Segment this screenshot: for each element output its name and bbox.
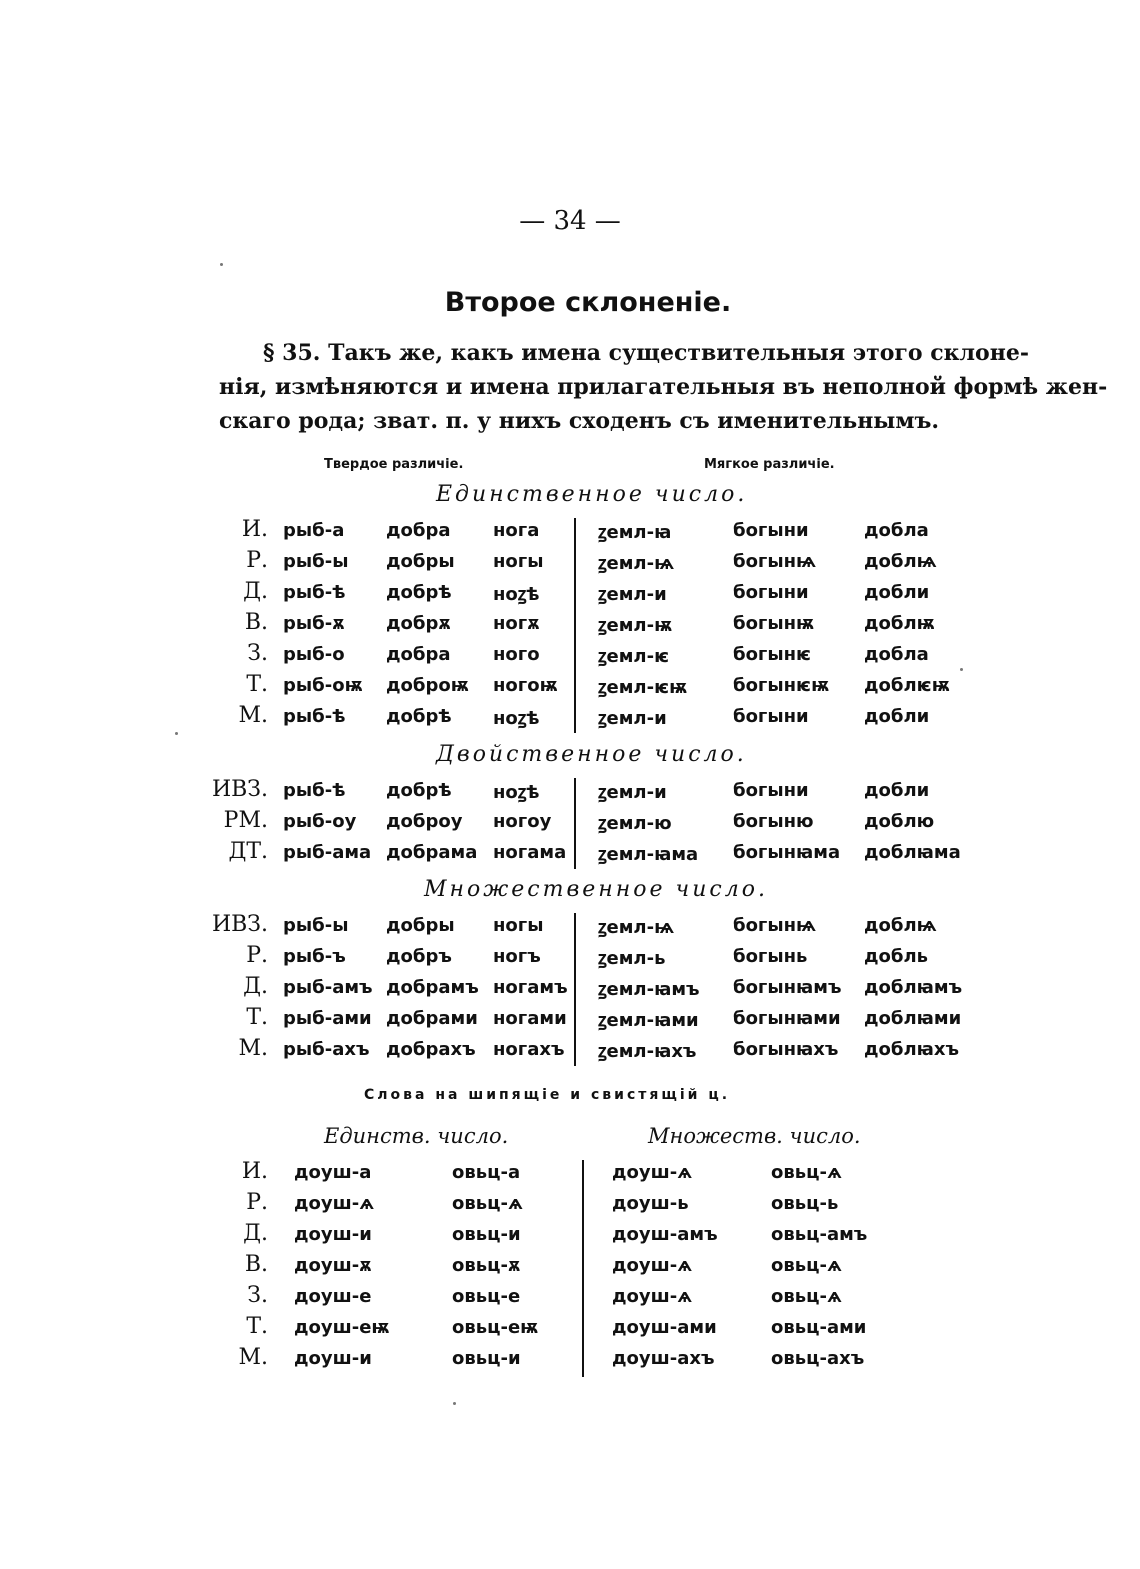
- form-cell: овьц-и: [452, 1348, 521, 1369]
- form-cell: доуш-ѧ: [612, 1286, 693, 1307]
- form-cell: овьц-еѭ: [452, 1317, 539, 1338]
- case-label: Т.: [246, 672, 268, 697]
- form-cell: доблѩ: [864, 551, 937, 572]
- form-cell: ꙁемл-ѥ: [598, 646, 670, 667]
- sibilant-heading: Слова на шипящіе и свистящій ц.: [364, 1087, 731, 1103]
- column-divider: [574, 518, 576, 733]
- case-label: Р.: [246, 943, 268, 968]
- column-divider: [574, 778, 576, 869]
- form-cell: богынꙗмъ: [733, 977, 842, 998]
- form-cell: добла: [864, 520, 929, 541]
- form-cell: ногамъ: [493, 977, 568, 998]
- form-cell: ꙁемл-и: [598, 584, 667, 605]
- subhead-soft: Мягкое различіе.: [704, 457, 835, 472]
- column-divider: [574, 913, 576, 1066]
- case-label: ИВЗ.: [211, 777, 268, 802]
- form-cell: доброу: [386, 811, 463, 832]
- form-cell: ного: [493, 644, 540, 665]
- form-cell: добръ: [386, 946, 452, 967]
- form-cell: богынꙗми: [733, 1008, 841, 1029]
- case-label: Д.: [243, 1221, 268, 1246]
- case-label: М.: [238, 1036, 268, 1061]
- form-cell: доблꙗми: [864, 1008, 962, 1029]
- form-cell: рыб-ы: [283, 551, 349, 572]
- form-cell: ꙁемл-ѭ: [598, 615, 673, 636]
- form-cell: добры: [386, 551, 455, 572]
- form-cell: добрѣ: [386, 780, 452, 801]
- form-cell: рыб-оу: [283, 811, 357, 832]
- form-cell: доброѭ: [386, 675, 469, 696]
- column-divider: [582, 1160, 584, 1377]
- form-cell: доуш-ами: [612, 1317, 717, 1338]
- form-cell: добли: [864, 706, 930, 727]
- form-cell: доблꙗхъ: [864, 1039, 960, 1060]
- form-cell: ꙁемл-ꙗмъ: [598, 979, 700, 1000]
- form-cell: рыб-амъ: [283, 977, 373, 998]
- form-cell: ꙁемл-ꙗ: [598, 522, 672, 543]
- form-cell: нога: [493, 520, 540, 541]
- speck: [220, 263, 223, 266]
- form-cell: доуш-и: [294, 1348, 372, 1369]
- page-number: — 34 —: [519, 206, 621, 236]
- case-label: Р.: [246, 1190, 268, 1215]
- case-label: В.: [244, 1252, 268, 1277]
- form-cell: доуш-еѭ: [294, 1317, 390, 1338]
- speck: [175, 732, 178, 735]
- case-label: И.: [241, 517, 268, 542]
- form-cell: доуш-ѫ: [294, 1255, 372, 1276]
- form-cell: добрѣ: [386, 582, 452, 603]
- form-cell: доуш-ѧ: [612, 1255, 693, 1276]
- form-cell: добрами: [386, 1008, 478, 1029]
- case-label: М.: [238, 1345, 268, 1370]
- form-cell: рыб-ами: [283, 1008, 372, 1029]
- section-title: Второе склоненіе.: [444, 287, 732, 318]
- form-cell: ногъ: [493, 946, 541, 967]
- form-cell: добли: [864, 582, 930, 603]
- form-cell: доуш-ь: [612, 1193, 689, 1214]
- form-cell: ногы: [493, 551, 544, 572]
- case-label: З.: [247, 1283, 268, 1308]
- form-cell: доуш-ѧ: [294, 1193, 375, 1214]
- paragraph-line: скаго рода; зват. п. у нихъ сходенъ съ именительнымъ.: [219, 408, 940, 434]
- paragraph-line: нія, измѣняются и имена прилагательныя въ неполной формѣ жен-: [219, 374, 1108, 400]
- case-label: В.: [244, 610, 268, 635]
- form-cell: ꙁемл-ꙗма: [598, 844, 699, 865]
- case-label: ИВЗ.: [211, 912, 268, 937]
- form-cell: доблꙗма: [864, 842, 961, 863]
- form-cell: доуш-и: [294, 1224, 372, 1245]
- case-label: Д.: [243, 579, 268, 604]
- speck: [453, 1402, 456, 1405]
- case-label: М.: [238, 703, 268, 728]
- form-cell: ꙁемл-ю: [598, 813, 672, 834]
- form-cell: ноꙁѣ: [493, 584, 540, 605]
- form-cell: богыни: [733, 582, 809, 603]
- form-cell: овьц-и: [452, 1224, 521, 1245]
- form-cell: добла: [864, 644, 929, 665]
- case-label: РМ.: [223, 808, 268, 833]
- form-cell: добрѣ: [386, 706, 452, 727]
- number-heading: Множественное число.: [424, 877, 768, 902]
- form-cell: доуш-е: [294, 1286, 372, 1307]
- form-cell: богынꙗма: [733, 842, 841, 863]
- form-cell: овьц-ахъ: [771, 1348, 865, 1369]
- form-cell: овьц-ами: [771, 1317, 867, 1338]
- form-cell: овьц-а: [452, 1162, 521, 1183]
- number-heading: Двойственное число.: [436, 742, 747, 767]
- form-cell: доблю: [864, 811, 935, 832]
- form-cell: ногы: [493, 915, 544, 936]
- form-cell: ꙁемл-ѩ: [598, 917, 675, 938]
- case-label: Т.: [246, 1005, 268, 1030]
- form-cell: добрахъ: [386, 1039, 476, 1060]
- form-cell: доблѭ: [864, 613, 935, 634]
- case-label: Р.: [246, 548, 268, 573]
- form-cell: рыб-о: [283, 644, 345, 665]
- form-cell: добрѫ: [386, 613, 451, 634]
- form-cell: добли: [864, 780, 930, 801]
- form-cell: рыб-ахъ: [283, 1039, 370, 1060]
- form-cell: доуш-амъ: [612, 1224, 718, 1245]
- form-cell: ꙁемл-и: [598, 708, 667, 729]
- form-cell: богыни: [733, 520, 809, 541]
- case-label: Т.: [246, 1314, 268, 1339]
- form-cell: богыни: [733, 706, 809, 727]
- case-label: ДТ.: [228, 839, 268, 864]
- form-cell: доблѥѭ: [864, 675, 950, 696]
- form-cell: добра: [386, 520, 451, 541]
- form-cell: добры: [386, 915, 455, 936]
- form-cell: ногѫ: [493, 613, 540, 634]
- form-cell: ꙁемл-и: [598, 782, 667, 803]
- form-cell: ꙁемл-ь: [598, 948, 666, 969]
- form-cell: богыню: [733, 811, 814, 832]
- subhead-hard: Твердое различіе.: [324, 457, 464, 472]
- form-cell: рыб-ы: [283, 915, 349, 936]
- form-cell: рыб-ѫ: [283, 613, 345, 634]
- form-cell: ꙁемл-ꙗми: [598, 1010, 699, 1031]
- form-cell: овьц-ѧ: [771, 1286, 842, 1307]
- form-cell: богынѭ: [733, 613, 815, 634]
- form-cell: рыб-оѭ: [283, 675, 363, 696]
- form-cell: овьц-ѧ: [771, 1255, 842, 1276]
- form-cell: богынѥ: [733, 644, 812, 665]
- form-cell: овьц-амъ: [771, 1224, 868, 1245]
- form-cell: богыни: [733, 780, 809, 801]
- form-cell: ногама: [493, 842, 567, 863]
- form-cell: ногахъ: [493, 1039, 565, 1060]
- form-cell: ногоу: [493, 811, 552, 832]
- form-cell: рыб-а: [283, 520, 345, 541]
- case-label: З.: [247, 641, 268, 666]
- form-cell: богынѩ: [733, 915, 817, 936]
- form-cell: доблꙗмъ: [864, 977, 963, 998]
- form-cell: богынь: [733, 946, 808, 967]
- form-cell: ноꙁѣ: [493, 708, 540, 729]
- form-cell: ꙁемл-ѥѭ: [598, 677, 688, 698]
- form-cell: добра: [386, 644, 451, 665]
- form-cell: богынѥѭ: [733, 675, 830, 696]
- form-cell: овьц-е: [452, 1286, 521, 1307]
- form-cell: рыб-ама: [283, 842, 372, 863]
- paragraph-line: § 35. Такъ же, какъ имена существительныя этого склоне-: [263, 340, 1029, 366]
- form-cell: богынѩ: [733, 551, 817, 572]
- case-label: И.: [241, 1159, 268, 1184]
- form-cell: доуш-а: [294, 1162, 372, 1183]
- form-cell: рыб-ѣ: [283, 582, 346, 603]
- form-cell: ꙁемл-ѩ: [598, 553, 675, 574]
- number-heading: Единственное число.: [436, 482, 748, 507]
- form-cell: овьц-ѧ: [771, 1162, 842, 1183]
- form-cell: добрама: [386, 842, 478, 863]
- form-cell: ꙁемл-ꙗхъ: [598, 1041, 697, 1062]
- number-subheading: Множеств. число.: [648, 1124, 861, 1148]
- form-cell: богынꙗхъ: [733, 1039, 839, 1060]
- case-label: Д.: [243, 974, 268, 999]
- form-cell: доуш-ѧ: [612, 1162, 693, 1183]
- speck: [960, 668, 963, 671]
- form-cell: доуш-ахъ: [612, 1348, 715, 1369]
- form-cell: овьц-ѧ: [452, 1193, 523, 1214]
- form-cell: доблѩ: [864, 915, 937, 936]
- form-cell: рыб-ѣ: [283, 780, 346, 801]
- form-cell: овьц-ѫ: [452, 1255, 521, 1276]
- form-cell: рыб-ъ: [283, 946, 346, 967]
- form-cell: ноꙁѣ: [493, 782, 540, 803]
- number-subheading: Единств. число.: [324, 1124, 509, 1148]
- form-cell: рыб-ѣ: [283, 706, 346, 727]
- form-cell: ногоѭ: [493, 675, 558, 696]
- form-cell: добль: [864, 946, 929, 967]
- form-cell: добрамъ: [386, 977, 479, 998]
- form-cell: овьц-ь: [771, 1193, 839, 1214]
- form-cell: ногами: [493, 1008, 567, 1029]
